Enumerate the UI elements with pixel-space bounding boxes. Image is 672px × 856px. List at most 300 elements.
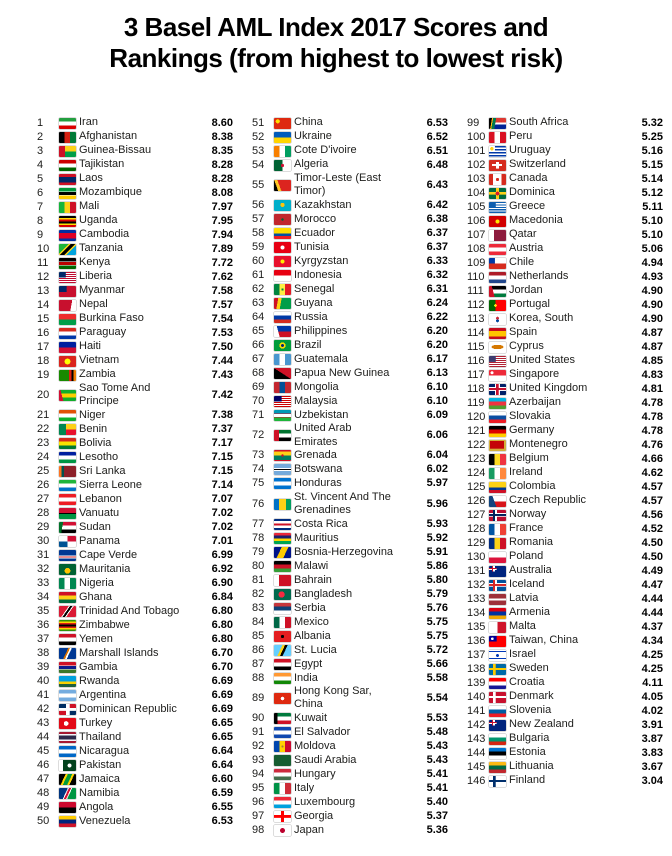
country-name: Mozambique <box>79 186 142 199</box>
country-name: Cyprus <box>509 340 544 353</box>
score-value: 5.92 <box>426 531 448 544</box>
rank-cell: 67 <box>252 352 265 365</box>
flag-icon <box>489 650 506 661</box>
table-row <box>37 284 233 298</box>
country-name: Paraguay <box>79 326 127 339</box>
rank-cell: 42 <box>37 702 50 715</box>
score-value: 4.90 <box>641 298 663 311</box>
table-row <box>467 662 663 676</box>
flag-icon <box>489 118 506 129</box>
rank-cell: 128 <box>467 522 486 535</box>
table-row <box>37 312 233 326</box>
flag-icon <box>59 690 76 701</box>
table-row <box>252 657 448 671</box>
country-name: Lithuania <box>509 760 554 773</box>
country-name: Nicaragua <box>79 744 130 757</box>
flag-icon <box>274 410 291 421</box>
flag-icon <box>59 578 76 589</box>
country-name: St. Vincent And The Grenadines <box>294 490 391 517</box>
table-row <box>252 671 448 685</box>
table-row <box>37 548 233 562</box>
rank-cell: 1 <box>37 116 44 129</box>
score-value: 5.10 <box>641 214 663 227</box>
table-row <box>37 242 233 256</box>
score-value: 7.53 <box>211 326 233 339</box>
score-value: 6.02 <box>426 463 448 476</box>
table-row <box>252 422 448 448</box>
country-name: Honduras <box>294 477 342 490</box>
rank-cell: 43 <box>37 716 50 729</box>
score-value: 4.57 <box>641 494 663 507</box>
table-row <box>37 408 233 422</box>
country-name: Mongolia <box>294 380 339 393</box>
flag-icon <box>59 258 76 269</box>
score-value: 4.83 <box>641 368 663 381</box>
rank-cell: 90 <box>252 712 265 725</box>
table-row <box>252 226 448 240</box>
table-row <box>467 340 663 354</box>
score-value: 6.13 <box>426 366 448 379</box>
score-value: 4.37 <box>641 620 663 633</box>
rank-cell: 79 <box>252 545 265 558</box>
flag-icon <box>274 368 291 379</box>
table-row <box>467 746 663 760</box>
rank-cell: 80 <box>252 559 265 572</box>
table-row <box>37 632 233 646</box>
country-name: Bulgaria <box>509 732 550 745</box>
score-value: 3.91 <box>641 718 663 731</box>
score-value: 4.85 <box>641 354 663 367</box>
rank-cell: 70 <box>252 394 265 407</box>
score-value: 6.10 <box>426 394 448 407</box>
rank-cell: 45 <box>37 744 50 757</box>
country-name: Colombia <box>509 480 556 493</box>
table-row <box>37 492 233 506</box>
score-value: 5.96 <box>426 497 448 510</box>
flag-icon <box>59 410 76 421</box>
flag-icon <box>274 561 291 572</box>
table-row <box>252 545 448 559</box>
country-name: Sierra Leone <box>79 478 142 491</box>
rank-cell: 46 <box>37 758 50 771</box>
flag-icon <box>274 783 291 794</box>
flag-icon <box>59 592 76 603</box>
table-row <box>37 674 233 688</box>
rank-cell: 117 <box>467 368 485 381</box>
score-value: 6.20 <box>426 324 448 337</box>
flag-icon <box>59 452 76 463</box>
flag-icon <box>274 382 291 393</box>
table-row <box>252 796 448 810</box>
score-value: 6.32 <box>426 268 448 281</box>
score-value: 4.56 <box>641 508 663 521</box>
table-row <box>467 564 663 578</box>
country-name: Liberia <box>79 270 113 283</box>
flag-icon <box>274 741 291 752</box>
score-value: 5.06 <box>641 242 663 255</box>
table-row <box>252 366 448 380</box>
table-row <box>37 436 233 450</box>
flag-icon <box>59 356 76 367</box>
country-name: Guatemala <box>294 352 348 365</box>
country-name: Iran <box>79 116 98 129</box>
rank-cell: 55 <box>252 178 265 191</box>
table-row <box>252 380 448 394</box>
flag-icon <box>59 188 76 199</box>
score-value: 7.62 <box>211 270 233 283</box>
country-name: Uzbekistan <box>294 408 349 421</box>
rank-cell: 98 <box>252 824 265 837</box>
country-name: Sri Lanka <box>79 464 126 477</box>
flag-icon <box>59 160 76 171</box>
country-name: Bahrain <box>294 573 332 586</box>
flag-icon <box>489 216 506 227</box>
rank-cell: 35 <box>37 604 50 617</box>
flag-icon <box>274 228 291 239</box>
table-row <box>252 712 448 726</box>
rank-cell: 21 <box>37 408 50 421</box>
rank-cell: 54 <box>252 158 265 171</box>
score-value: 6.33 <box>426 254 448 267</box>
rank-cell: 53 <box>252 144 265 157</box>
country-name: Marshall Islands <box>79 646 159 659</box>
rank-cell: 64 <box>252 310 265 323</box>
rank-cell: 82 <box>252 587 265 600</box>
table-row <box>467 536 663 550</box>
table-row <box>467 690 663 704</box>
country-name: Chile <box>509 256 535 269</box>
score-value: 7.57 <box>211 298 233 311</box>
table-row <box>37 814 233 828</box>
flag-icon <box>489 160 506 171</box>
rank-cell: 69 <box>252 380 265 393</box>
rank-cell: 2 <box>37 130 44 143</box>
table-row <box>252 768 448 782</box>
score-value: 5.15 <box>641 158 663 171</box>
score-value: 6.24 <box>426 296 448 309</box>
rank-cell: 110 <box>467 270 485 283</box>
flag-icon <box>59 774 76 785</box>
score-value: 7.38 <box>211 408 233 421</box>
rank-cell: 33 <box>37 576 50 589</box>
score-value: 6.38 <box>426 212 448 225</box>
country-name: Iceland <box>509 578 545 591</box>
score-value: 4.78 <box>641 396 663 409</box>
score-value: 3.67 <box>641 760 663 773</box>
flag-icon <box>489 244 506 255</box>
table-row <box>37 422 233 436</box>
flag-icon <box>274 713 291 724</box>
country-name: Senegal <box>294 282 335 295</box>
score-value: 4.02 <box>641 704 663 717</box>
country-name: Egypt <box>294 657 323 670</box>
table-row <box>252 144 448 158</box>
country-name: United States <box>509 354 576 367</box>
rank-cell: 94 <box>252 768 265 781</box>
rank-cell: 28 <box>37 506 50 519</box>
table-row <box>467 550 663 564</box>
score-value: 7.17 <box>211 436 233 449</box>
flag-icon <box>59 606 76 617</box>
score-value: 4.25 <box>641 648 663 661</box>
country-name: Greece <box>509 200 546 213</box>
table-row <box>37 368 233 382</box>
flag-icon <box>274 659 291 670</box>
country-name: South Africa <box>509 116 569 129</box>
flag-icon <box>489 496 506 507</box>
rank-cell: 7 <box>37 200 44 213</box>
score-value: 6.80 <box>211 618 233 631</box>
rank-cell: 83 <box>252 601 265 614</box>
rank-cell: 85 <box>252 629 265 642</box>
score-value: 7.01 <box>211 534 233 547</box>
flag-icon <box>489 272 506 283</box>
flag-icon <box>489 776 506 787</box>
score-value: 6.55 <box>211 800 233 813</box>
table-row <box>467 774 663 788</box>
flag-icon <box>59 202 76 213</box>
flag-icon <box>274 180 291 191</box>
table-row <box>37 772 233 786</box>
rank-cell: 63 <box>252 296 265 309</box>
country-name: Latvia <box>509 592 539 605</box>
score-value: 5.41 <box>426 782 448 795</box>
table-row <box>37 130 233 144</box>
score-value: 7.43 <box>211 368 233 381</box>
country-name: Germany <box>509 424 555 437</box>
score-value: 6.06 <box>426 429 448 442</box>
table-row <box>467 172 663 186</box>
country-name: Ecuador <box>294 226 335 239</box>
score-value: 6.92 <box>211 562 233 575</box>
rank-cell: 112 <box>467 298 485 311</box>
rank-cell: 91 <box>252 726 265 739</box>
table-row <box>252 116 448 130</box>
country-name: Malaysia <box>294 394 338 407</box>
rank-cell: 93 <box>252 754 265 767</box>
country-name: Kenya <box>79 256 111 269</box>
flag-icon <box>274 214 291 225</box>
country-name: Serbia <box>294 601 326 614</box>
score-value: 5.43 <box>426 740 448 753</box>
country-name: Argentina <box>79 688 127 701</box>
table-row <box>252 587 448 601</box>
country-name: Angola <box>79 800 114 813</box>
country-name: Russia <box>294 310 328 323</box>
rank-cell: 111 <box>467 284 484 297</box>
flag-icon <box>489 734 506 745</box>
country-name: United Arab Emirates <box>294 422 352 448</box>
country-name: Laos <box>79 172 103 185</box>
rank-cell: 104 <box>467 186 486 199</box>
table-row <box>467 284 663 298</box>
table-row <box>252 449 448 463</box>
flag-icon <box>489 636 506 647</box>
rank-cell: 122 <box>467 438 486 451</box>
score-value: 5.93 <box>426 517 448 530</box>
score-value: 7.44 <box>211 354 233 367</box>
flag-icon <box>59 620 76 631</box>
country-name: Croatia <box>509 676 545 689</box>
table-row <box>37 758 233 772</box>
flag-icon <box>489 370 506 381</box>
score-value: 5.41 <box>426 768 448 781</box>
score-value: 4.47 <box>641 578 663 591</box>
rank-cell: 19 <box>37 368 50 381</box>
table-row <box>37 744 233 758</box>
score-value: 6.69 <box>211 674 233 687</box>
table-row <box>37 604 233 618</box>
rank-cell: 121 <box>467 424 486 437</box>
score-value: 7.97 <box>211 200 233 213</box>
rank-cell: 102 <box>467 158 486 171</box>
score-value: 6.60 <box>211 772 233 785</box>
score-value: 7.02 <box>211 520 233 533</box>
score-value: 4.78 <box>641 410 663 423</box>
rank-cell: 5 <box>37 172 44 185</box>
score-value: 7.54 <box>211 312 233 325</box>
country-name: Lebanon <box>79 492 122 505</box>
table-row <box>37 660 233 674</box>
score-value: 4.50 <box>641 550 663 563</box>
country-name: Panama <box>79 534 120 547</box>
score-value: 4.90 <box>641 284 663 297</box>
rank-cell: 130 <box>467 550 486 563</box>
page-title-line1: 3 Basel AML Index 2017 Scores and <box>123 12 549 42</box>
flag-icon <box>489 566 506 577</box>
flag-icon <box>489 678 506 689</box>
flag-icon <box>274 396 291 407</box>
country-name: New Zealand <box>509 718 574 731</box>
table-row <box>37 144 233 158</box>
rank-cell: 38 <box>37 646 50 659</box>
country-name: Rwanda <box>79 674 120 687</box>
score-value: 6.64 <box>211 744 233 757</box>
country-name: Mauritius <box>294 531 339 544</box>
table-row <box>467 578 663 592</box>
flag-icon <box>59 424 76 435</box>
rank-cell: 95 <box>252 782 265 795</box>
flag-icon <box>59 328 76 339</box>
country-name: Switzerland <box>509 158 566 171</box>
score-value: 3.87 <box>641 732 663 745</box>
table-row <box>37 200 233 214</box>
flag-icon <box>274 200 291 211</box>
flag-icon <box>489 622 506 633</box>
score-value: 5.40 <box>426 796 448 809</box>
table-row <box>252 531 448 545</box>
country-name: Belgium <box>509 452 549 465</box>
table-row <box>37 382 233 408</box>
flag-icon <box>274 631 291 642</box>
table-row <box>37 506 233 520</box>
table-row <box>252 740 448 754</box>
rank-cell: 132 <box>467 578 486 591</box>
country-name: Nigeria <box>79 576 114 589</box>
table-row <box>252 408 448 422</box>
country-name: Ghana <box>79 590 113 603</box>
rank-cell: 108 <box>467 242 486 255</box>
rank-cell: 18 <box>37 354 50 367</box>
country-name: Benin <box>79 422 108 435</box>
score-value: 8.28 <box>211 172 233 185</box>
table-row <box>467 494 663 508</box>
country-name: Poland <box>509 550 544 563</box>
rank-cell: 116 <box>467 354 485 367</box>
rank-cell: 74 <box>252 463 265 476</box>
country-name: Malta <box>509 620 536 633</box>
rank-cell: 89 <box>252 691 265 704</box>
score-value: 6.48 <box>426 158 448 171</box>
flag-icon <box>489 398 506 409</box>
flag-icon <box>489 426 506 437</box>
table-row <box>467 648 663 662</box>
rank-cell: 113 <box>467 312 485 325</box>
rank-cell: 99 <box>467 116 480 129</box>
score-value: 4.44 <box>641 592 663 605</box>
flag-icon <box>489 524 506 535</box>
country-name: Uganda <box>79 214 118 227</box>
country-name: Qatar <box>509 228 537 241</box>
country-name: Pakistan <box>79 758 122 771</box>
flag-icon <box>489 552 506 563</box>
rank-cell: 134 <box>467 606 486 619</box>
flag-icon <box>489 146 506 157</box>
score-value: 5.14 <box>641 172 663 185</box>
rank-cell: 96 <box>252 796 265 809</box>
flag-icon <box>274 499 291 510</box>
rank-cell: 61 <box>252 268 265 281</box>
flag-icon <box>274 589 291 600</box>
score-value: 6.37 <box>426 226 448 239</box>
country-name: Denmark <box>509 690 554 703</box>
flag-icon <box>274 340 291 351</box>
country-name: Papua New Guinea <box>294 366 390 379</box>
table-row <box>252 212 448 226</box>
table-row <box>37 534 233 548</box>
score-value: 5.11 <box>642 200 663 213</box>
rank-cell: 143 <box>467 732 486 745</box>
score-value: 4.66 <box>641 452 663 465</box>
score-value: 7.95 <box>211 214 233 227</box>
rankings-table <box>0 74 672 838</box>
country-name: Vietnam <box>79 354 120 367</box>
country-name: Dominican Republic <box>79 702 177 715</box>
flag-icon <box>489 706 506 717</box>
flag-icon <box>274 284 291 295</box>
country-name: Gambia <box>79 660 118 673</box>
table-row <box>467 214 663 228</box>
flag-icon <box>489 174 506 185</box>
flag-icon <box>59 718 76 729</box>
flag-icon <box>489 748 506 759</box>
score-value: 4.90 <box>641 312 663 325</box>
rank-cell: 30 <box>37 534 50 547</box>
rank-cell: 34 <box>37 590 50 603</box>
country-name: Namibia <box>79 786 120 799</box>
flag-icon <box>489 342 506 353</box>
rank-cell: 12 <box>37 270 50 283</box>
table-row <box>252 615 448 629</box>
score-value: 5.97 <box>426 477 448 490</box>
country-name: Thailand <box>79 730 122 743</box>
score-value: 7.07 <box>211 492 233 505</box>
flag-icon <box>59 536 76 547</box>
flag-icon <box>489 258 506 269</box>
score-value: 6.53 <box>426 116 448 129</box>
table-row <box>37 228 233 242</box>
score-value: 7.72 <box>211 256 233 269</box>
